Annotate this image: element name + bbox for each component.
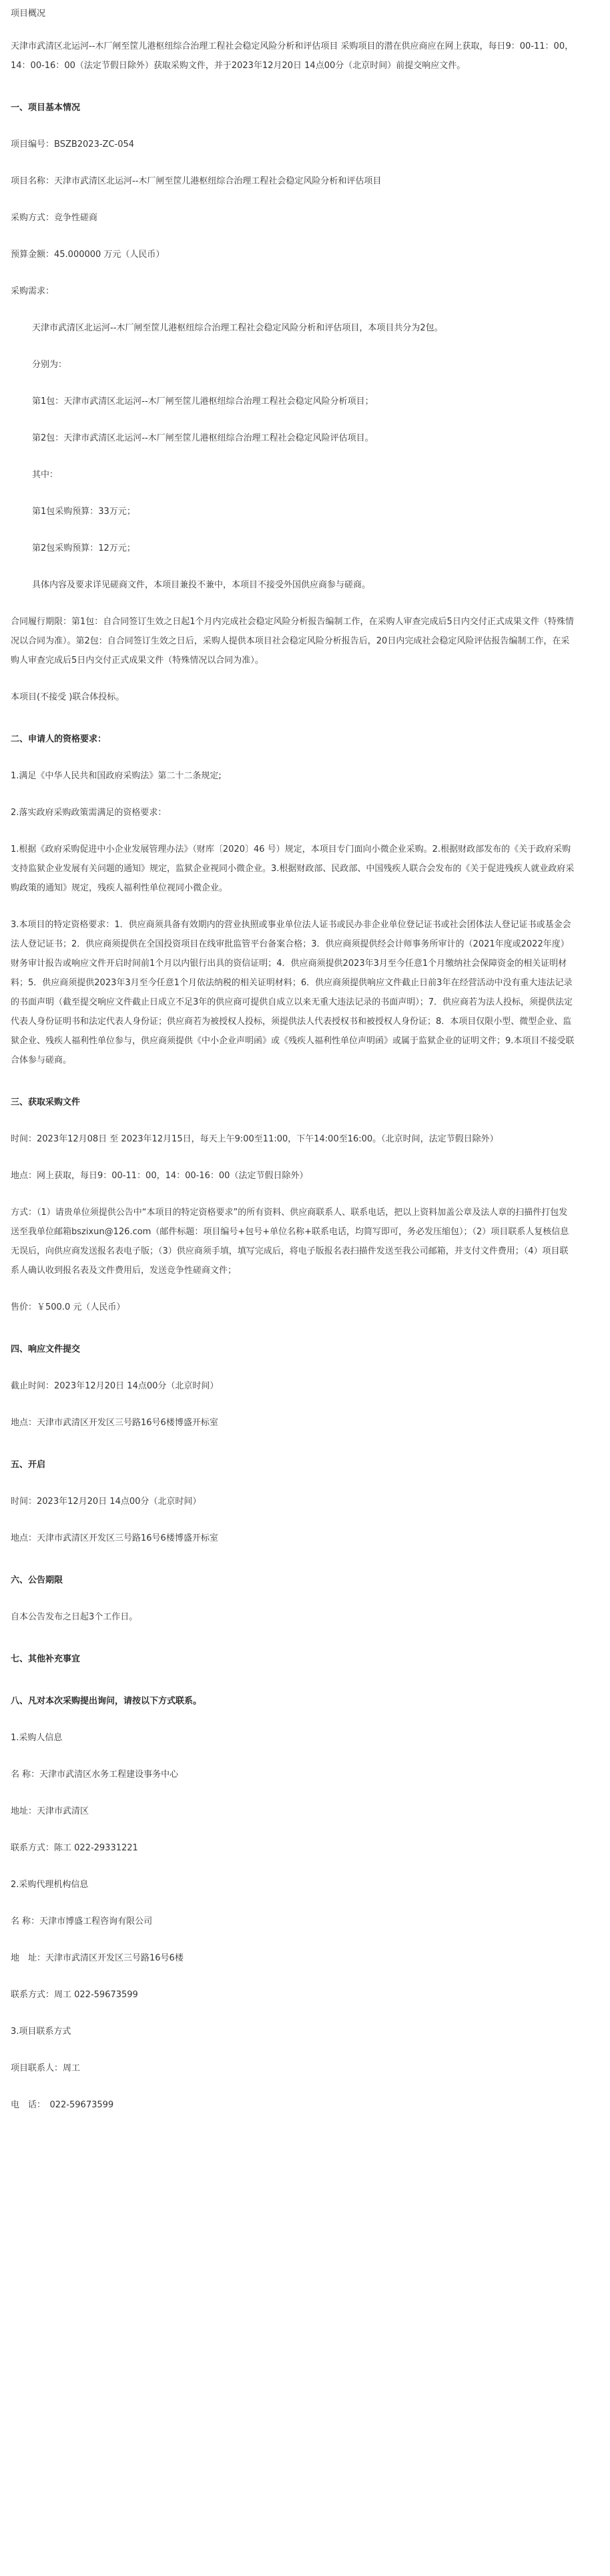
buyer-contact: 联系方式：陈工 022-29331221 [11, 1843, 138, 1853]
agency-info-label: 2.采购代理机构信息 [11, 1880, 89, 1890]
consortium-note: 本项目(不接受 )联合体投标。 [11, 692, 125, 702]
qualification-2-detail: 1.根据《政府采购促进中小企业发展管理办法》（财库〔2020〕46 号）规定，本项目专门面向小微企业采购。2.根据财政部发布的《关于政府采购支持监狱企业发展有关问题的通知》规定，监狱企业视同小微企业。3.根据财政部、民政部、中国残疾人联合会发布的《关于促进残疾人就业政府采购政策的通知》规定，残疾人福利性单位视同小微企业。 [11, 844, 575, 893]
section-4-heading: 四、响应文件提交 [11, 1344, 81, 1354]
qualification-1: 1.满足《中华人民共和国政府采购法》第二十二条规定; [11, 771, 222, 781]
lot-1: 第1包：天津市武清区北运河--木厂闸至筐儿港枢纽综合治理工程社会稳定风险分析项目； [32, 397, 374, 407]
section-7-heading: 七、其他补充事宜 [11, 1654, 81, 1664]
section-8-heading: 八、凡对本次采购提出询问，请按以下方式联系。 [11, 1696, 202, 1706]
acquire-time: 时间：2023年12月08日 至 2023年12月15日，每天上午9:00至11:00，下午14:00至16:00。（北京时间，法定节假日除外） [11, 1134, 499, 1144]
project-contact-person: 项目联系人：周工 [11, 2063, 81, 2073]
buyer-name: 名 称：天津市武清区水务工程建设事务中心 [11, 1770, 179, 1780]
project-number: 项目编号：BSZB2023-ZC-054 [11, 140, 135, 150]
acquire-method: 方式：（1）请贵单位须提供公告中“本项目的特定资格要求”的所有资料、供应商联系人、联系电话，把以上资料加盖公章及法人章的扫描件打包发送至我单位邮箱bszixun@126.com（邮件标题：项目编号+包号+单位名称+联系电话，均简写即可，务必发压缩包）；（2）项目联系人复核信息无误后，向供应商发送报名表电子版；（3）供应商须手填，填写完成后，将电子版报名表扫描件发送至我公司邮箱，并支付文件费用；（4）项目联系人确认收到报名表及文件费用后，发送竞争性磋商文件； [11, 1208, 569, 1276]
among-label: 其中： [32, 470, 59, 480]
section-3-heading: 三、获取采购文件 [11, 1097, 81, 1107]
overview-heading: 项目概况 [11, 9, 46, 19]
demand-text: 天津市武清区北运河--木厂闸至筐儿港枢纽综合治理工程社会稳定风险分析和评估项目，本项目共分为2包。 [32, 323, 443, 333]
section-6-heading: 六、公告期限 [11, 1575, 63, 1585]
lot-1-budget: 第1包采购预算：33万元； [32, 507, 135, 517]
project-contact-phone: 电 话： 022-59673599 [11, 2100, 114, 2110]
lots-intro: 分别为： [32, 360, 67, 370]
lot-2-budget: 第2包采购预算：12万元； [32, 543, 135, 553]
acquire-place: 地点：网上获取，每日9：00-11：00，14：00-16：00（法定节假日除外） [11, 1171, 308, 1181]
budget-amount: 预算金额：45.000000 万元（人民币） [11, 250, 165, 260]
section-1-heading: 一、项目基本情况 [11, 103, 81, 113]
qualification-2: 2.落实政府采购政策需满足的资格要求： [11, 808, 167, 818]
agency-contact: 联系方式：周工 022-59673599 [11, 1990, 138, 2000]
overview-text: 天津市武清区北运河--木厂闸至筐儿港枢纽综合治理工程社会稳定风险分析和评估项目 采购项目的潜在供应商应在网上获取，每日9：00-11：00，14：00-16：00（法定节假日除外）获取采购文件，并于2023年12月20日 14点00分（北京时间）前提交响应文件。 [11, 41, 574, 71]
buyer-address: 地址：天津市武清区 [11, 1806, 89, 1816]
qualification-3: 3.本项目的特定资格要求：1．供应商须具备有效期内的营业执照或事业单位法人证书或民办非企业单位登记证书或社会团体法人登记证书或基金会法人登记证书；2．供应商须提供在全国投资项目在线审批监管平台备案合格；3．供应商须提供经会计师事务所审计的（2021年度或2022年度）财务审计报告或响应文件开启时间前1个月以内银行出具的资信证明；4．供应商须提供2023年3月至今任意1个月缴纳社会保障资金的相关证明材料；5．供应商须提供2023年3月至今任意1个月依法纳税的相关证明材料；6．供应商须提供响应文件截止日前3年在经营活动中没有重大违法记录的书面声明（截至提交响应文件截止日成立不足3年的供应商可提供自成立以来无重大违法记录的书面声明）；7．供应商若为法人投标，须提供法定代表人身份证明书和法定代表人身份证；供应商若为被授权人投标，须提供法人代表授权书和被授权人身份证；8．本项目仅限小型、微型企业、监狱企业、残疾人福利性单位参与，供应商须提供《中小企业声明函》或《残疾人福利性单位声明函》或属于监狱企业的证明文件；9.本项目不接受联合体参与磋商。 [11, 920, 575, 1065]
opening-place: 地点：天津市武清区开发区三号路16号6楼博盛开标室 [11, 1533, 218, 1543]
agency-name: 名 称：天津市博盛工程咨询有限公司 [11, 1916, 153, 1926]
agency-address: 地 址：天津市武清区开发区三号路16号6楼 [11, 1953, 184, 1963]
procurement-method: 采购方式：竞争性磋商 [11, 213, 98, 223]
project-contact-label: 3.项目联系方式 [11, 2027, 71, 2037]
section-5-heading: 五、开启 [11, 1460, 46, 1470]
buyer-info-label: 1.采购人信息 [11, 1733, 63, 1743]
opening-time: 时间：2023年12月20日 14点00分（北京时间） [11, 1497, 202, 1507]
lot-2: 第2包：天津市武清区北运河--木厂闸至筐儿港枢纽综合治理工程社会稳定风险评估项目。 [32, 433, 374, 443]
document-price: 售价：￥500.0 元（人民币） [11, 1302, 125, 1312]
submission-deadline: 截止时间：2023年12月20日 14点00分（北京时间） [11, 1381, 219, 1391]
project-name: 项目名称：天津市武清区北运河--木厂闸至筐儿港枢纽综合治理工程社会稳定风险分析和评估项目 [11, 176, 382, 186]
submission-place: 地点：天津市武清区开发区三号路16号6楼博盛开标室 [11, 1418, 218, 1428]
announcement-period: 自本公告发布之日起3个工作日。 [11, 1612, 138, 1622]
demand-label: 采购需求： [11, 286, 55, 296]
section-2-heading: 二、申请人的资格要求： [11, 734, 107, 744]
contract-period: 合同履行期限：第1包：自合同签订生效之日起1个月内完成社会稳定风险分析报告编制工作，在采购人审查完成后5日内交付正式成果文件（特殊情况以合同为准）。第2包：自合同签订生效之日后，采购人提供本项目社会稳定风险分析报告后，20日内完成社会稳定风险评估报告编制工作，在采购人审查完成后5日内交付正式成果文件（特殊情况以合同为准）。 [11, 617, 574, 666]
detail-note: 具体内容及要求详见磋商文件，本项目兼投不兼中，本项目不接受外国供应商参与磋商。 [32, 580, 371, 590]
